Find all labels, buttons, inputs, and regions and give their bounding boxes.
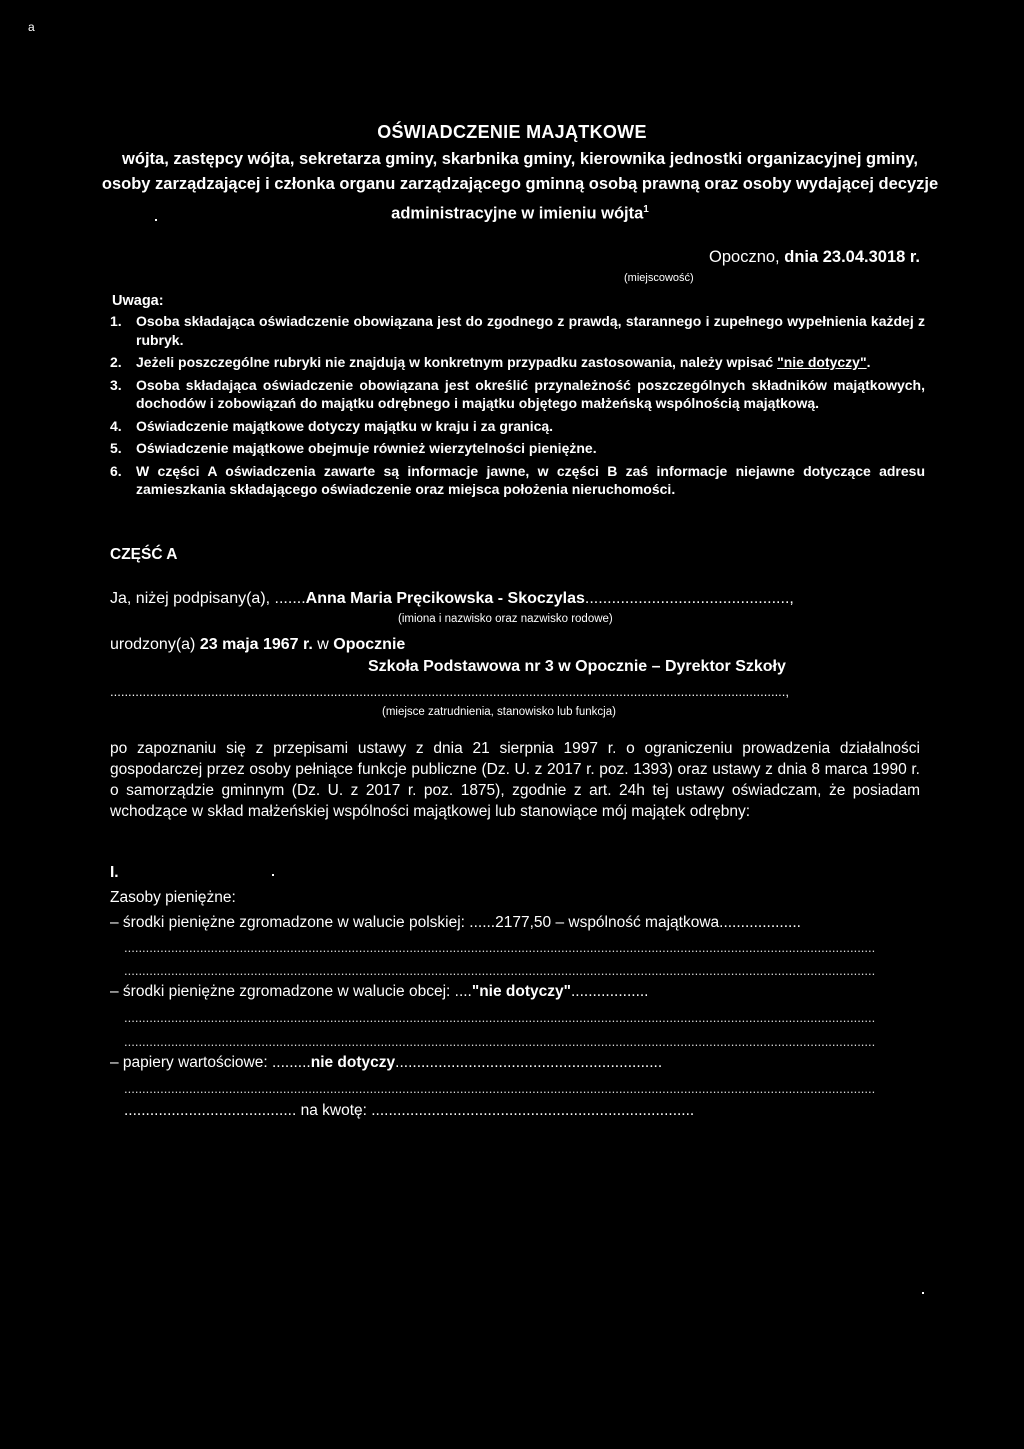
birth-place: Opocznie <box>333 636 406 653</box>
note-item <box>110 376 925 413</box>
note-text <box>136 353 925 372</box>
note-number: 1. <box>110 313 122 329</box>
note-text: Oświadczenie majątkowe obejmuje również wierzytelności pieniężne. <box>136 440 597 456</box>
born-prefix: urodzony(a) <box>110 636 196 653</box>
subtitle-text: wójta, zastępcy wójta, sekretarza gminy, skarbnika gminy, kierownika jednostki organizacyjnej gminy, osoby zarządzającej i członka organu zarządzającego gminną osobą prawną oraz osoby wydającej decyzje administracyjne w imieniu wójta <box>101 150 939 223</box>
cash-pln-line <box>110 914 801 932</box>
amount-tail: ........................................................................... <box>371 1102 695 1119</box>
note-item <box>110 439 925 458</box>
note-item <box>110 353 925 372</box>
note-item <box>110 417 925 436</box>
workplace-dots: ..........................................................................................................................................................................................., <box>110 684 790 699</box>
note-item <box>110 462 925 499</box>
intro-paragraph: po zapoznaniu się z przepisami ustawy z dnia 21 sierpnia 1997 r. o ograniczeniu prowadzenia działalności gospodarczej przez osoby pełniące funkcje publiczne (Dz. U. z 2017 r. poz. 1393) oraz ustawy z dnia 8 marca 1990 r. o samorządzie gminnym (Dz. U. z 2017 r. poz. 1875), zgodnie z art. 24h tej ustawy oświadczam, że posiadam wchodzące w skład małżeńskiej wspólności majątkowej lub stanowiące mój majątek odrębny: <box>110 740 920 820</box>
cash-foreign-label: – środki pieniężne zgromadzone w walucie obcej: .... <box>110 983 472 1000</box>
place-date <box>709 248 920 267</box>
note-text: Oświadczenie majątkowe dotyczy majątku w kraju i za granicą. <box>136 417 554 434</box>
section-1-heading: I. <box>110 864 119 881</box>
document-title: OŚWIADCZENIE MAJĄTKOWE <box>377 122 647 142</box>
cash-pln-value: 2177,50 – wspólność majątkowa <box>495 914 720 931</box>
dotted-line: ................................................................................................................................................................................................................ <box>124 963 876 978</box>
note-number: 2. <box>110 354 122 370</box>
note-item <box>110 312 925 349</box>
note-number: 3. <box>110 376 122 393</box>
footnote-marker: 1 <box>643 204 649 215</box>
cash-foreign-value: "nie dotyczy" <box>471 983 571 1000</box>
note-number: 6. <box>110 462 122 479</box>
cash-heading: Zasoby pieniężne: <box>110 889 236 906</box>
dotted-line: ................................................................................................................................................................................................................ <box>124 1010 876 1025</box>
signed-suffix: .............................................., <box>584 590 794 607</box>
place: Opoczno, <box>709 248 780 266</box>
corner-mark: a <box>28 20 35 34</box>
signed-prefix: Ja, niżej podpisany(a), ....... <box>110 590 306 607</box>
cash-foreign-line <box>110 983 648 1001</box>
scan-speck <box>272 874 274 876</box>
workplace-caption: (miejsce zatrudnienia, stanowisko lub funkcja) <box>382 706 616 718</box>
names-caption: (imiona i nazwisko oraz nazwisko rodowe) <box>398 613 613 625</box>
securities-line <box>110 1054 662 1072</box>
date: dnia 23.04.3018 r. <box>784 248 920 266</box>
note-text-main: Jeżeli poszczególne rubryki nie znajdują w konkretnym przypadku zastosowania, należy wpisać <box>136 354 774 370</box>
note-number: 5. <box>110 440 122 456</box>
securities-label: – papiery wartościowe: ......... <box>110 1054 311 1071</box>
cash-foreign-tail: .................. <box>570 983 649 1000</box>
note-tail: . <box>866 354 871 370</box>
dotted-line: ................................................................................................................................................................................................................ <box>124 940 876 955</box>
securities-tail: .............................................................. <box>395 1054 663 1071</box>
place-caption: (miejscowość) <box>624 272 694 284</box>
born-place-prefix: w <box>317 636 329 653</box>
signed-line <box>110 590 794 608</box>
amount-prefix: ........................................ <box>124 1102 297 1119</box>
declarant-name: Anna Maria Pręcikowska - Skoczylas <box>305 590 585 607</box>
notes-heading: Uwaga: <box>112 293 164 309</box>
dotted-line: ................................................................................................................................................................................................................ <box>124 1081 876 1096</box>
section-a-heading: CZĘŚĆ A <box>110 546 178 563</box>
birth-line <box>110 636 405 654</box>
cash-pln-label: – środki pieniężne zgromadzone w walucie polskiej: ...... <box>110 914 496 931</box>
notes-list <box>110 312 925 503</box>
document-subtitle <box>100 147 940 227</box>
note-text: W części A oświadczenia zawarte są informacje jawne, w części B zaś informacje niejawne dotyczące adresu zamieszkania składającego oświadczenie oraz miejsca położenia nieruchomości. <box>136 462 925 497</box>
cash-pln-tail: ................... <box>719 914 801 931</box>
amount-line <box>124 1102 694 1120</box>
note-number: 4. <box>110 417 122 434</box>
workplace: Szkoła Podstawowa nr 3 w Opocznie – Dyrektor Szkoły <box>368 658 786 675</box>
note-underlined: "nie dotyczy" <box>777 354 867 370</box>
securities-value: nie dotyczy <box>310 1054 396 1071</box>
birth-date: 23 maja 1967 r. <box>199 636 313 653</box>
amount-label: na kwotę: <box>300 1102 367 1119</box>
scan-speck <box>922 1292 924 1294</box>
scan-speck <box>155 219 157 221</box>
note-text: Osoba składająca oświadczenie obowiązana jest do zgodnego z prawdą, starannego i zupełnego wypełnienia każdej z rubryk. <box>136 313 925 348</box>
note-text: Osoba składająca oświadczenie obowiązana jest określić przynależność poszczególnych składników majątkowych, dochodów i zobowiązań do majątku odrębnego i majątku objętego małżeńską wspólnością majątkową. <box>136 376 925 411</box>
dotted-line: ................................................................................................................................................................................................................ <box>124 1034 876 1049</box>
